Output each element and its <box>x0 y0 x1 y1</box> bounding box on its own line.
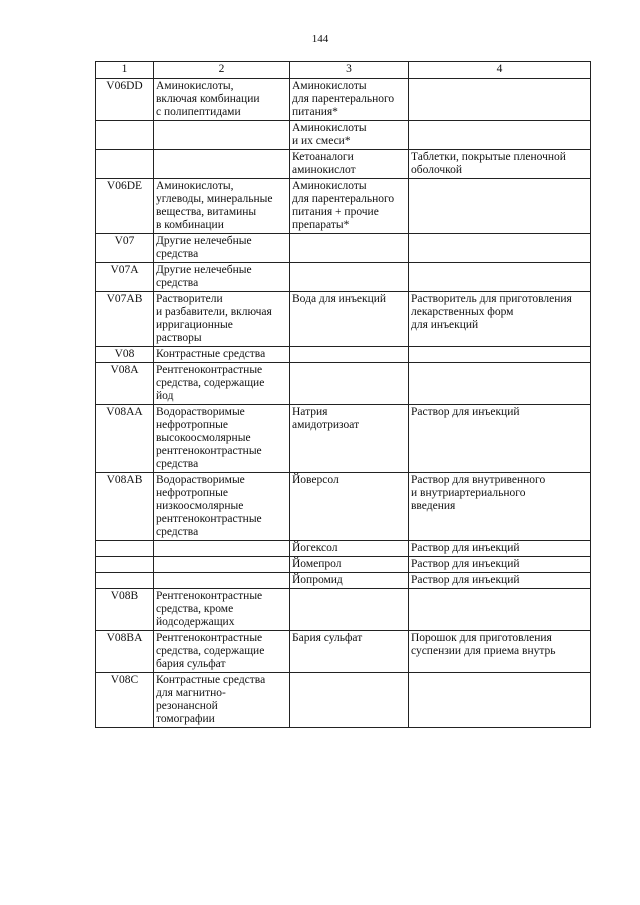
form-cell <box>409 263 591 292</box>
group-cell <box>154 121 290 150</box>
code-cell: V08B <box>96 589 154 631</box>
code-cell: V08C <box>96 673 154 728</box>
code-cell <box>96 121 154 150</box>
table-row <box>96 263 591 292</box>
table-row <box>96 79 591 121</box>
group-cell: Аминокислоты, углеводы, минеральные вещества, витамины в комбинации <box>154 179 290 234</box>
table-row <box>96 405 591 473</box>
drug-cell <box>290 363 409 405</box>
group-cell <box>154 557 290 573</box>
drug-cell: Йогексол <box>290 541 409 557</box>
form-cell: Раствор для инъекций <box>409 557 591 573</box>
table-row <box>96 673 591 728</box>
form-cell: Растворитель для приготовления лекарственных форм для инъекций <box>409 292 591 347</box>
drug-cell <box>290 673 409 728</box>
header-cell-3: 3 <box>290 62 409 79</box>
drug-cell: Натрия амидотризоат <box>290 405 409 473</box>
drug-table <box>95 61 591 728</box>
code-cell: V06DD <box>96 79 154 121</box>
drug-cell <box>290 589 409 631</box>
table-row <box>96 573 591 589</box>
header-cell-1: 1 <box>96 62 154 79</box>
header-row <box>96 62 591 79</box>
form-cell: Раствор для инъекций <box>409 573 591 589</box>
group-cell: Контрастные средства <box>154 347 290 363</box>
group-cell: Водорастворимые нефротропные низкоосмолярные рентгеноконтрастные средства <box>154 473 290 541</box>
drug-cell <box>290 234 409 263</box>
form-cell: Порошок для приготовления суспензии для приема внутрь <box>409 631 591 673</box>
form-cell <box>409 79 591 121</box>
table-row <box>96 150 591 179</box>
group-cell: Рентгеноконтрастные средства, кроме йодсодержащих <box>154 589 290 631</box>
form-cell <box>409 121 591 150</box>
drug-cell <box>290 263 409 292</box>
drug-cell: Аминокислоты для парентерального питания* <box>290 79 409 121</box>
header-cell-4: 4 <box>409 62 591 79</box>
table-row <box>96 234 591 263</box>
form-cell <box>409 179 591 234</box>
table-row <box>96 589 591 631</box>
code-cell: V07A <box>96 263 154 292</box>
code-cell <box>96 150 154 179</box>
drug-cell: Йомепрол <box>290 557 409 573</box>
group-cell: Растворители и разбавители, включая ирригационные растворы <box>154 292 290 347</box>
table-row <box>96 363 591 405</box>
table-row <box>96 121 591 150</box>
table-row <box>96 541 591 557</box>
code-cell <box>96 573 154 589</box>
drug-cell: Бария сульфат <box>290 631 409 673</box>
form-cell <box>409 673 591 728</box>
form-cell <box>409 347 591 363</box>
group-cell: Контрастные средства для магнитно- резонансной томографии <box>154 673 290 728</box>
form-cell: Раствор для инъекций <box>409 541 591 557</box>
code-cell <box>96 557 154 573</box>
drug-cell: Вода для инъекций <box>290 292 409 347</box>
table-row <box>96 631 591 673</box>
drug-cell: Йопромид <box>290 573 409 589</box>
form-cell <box>409 363 591 405</box>
group-cell <box>154 541 290 557</box>
table-row <box>96 179 591 234</box>
code-cell <box>96 541 154 557</box>
form-cell <box>409 589 591 631</box>
code-cell: V08AA <box>96 405 154 473</box>
form-cell: Раствор для инъекций <box>409 405 591 473</box>
code-cell: V07 <box>96 234 154 263</box>
table-row <box>96 292 591 347</box>
code-cell: V08 <box>96 347 154 363</box>
table-row <box>96 473 591 541</box>
form-cell: Таблетки, покрытые пленочной оболочкой <box>409 150 591 179</box>
drug-cell <box>290 347 409 363</box>
header-cell-2: 2 <box>154 62 290 79</box>
drug-cell: Аминокислоты для парентерального питания + прочие препараты* <box>290 179 409 234</box>
code-cell: V06DE <box>96 179 154 234</box>
group-cell: Аминокислоты, включая комбинации с полипептидами <box>154 79 290 121</box>
group-cell: Рентгеноконтрастные средства, содержащие бария сульфат <box>154 631 290 673</box>
code-cell: V08AB <box>96 473 154 541</box>
group-cell <box>154 150 290 179</box>
table-row <box>96 557 591 573</box>
group-cell: Рентгеноконтрастные средства, содержащие йод <box>154 363 290 405</box>
drug-cell: Йоверсол <box>290 473 409 541</box>
code-cell: V08BA <box>96 631 154 673</box>
form-cell <box>409 234 591 263</box>
page-number: 144 <box>311 33 329 45</box>
table-body <box>96 79 591 728</box>
form-cell: Раствор для внутривенного и внутриартериального введения <box>409 473 591 541</box>
group-cell <box>154 573 290 589</box>
group-cell: Другие нелечебные средства <box>154 263 290 292</box>
group-cell: Водорастворимые нефротропные высокоосмолярные рентгеноконтрастные средства <box>154 405 290 473</box>
code-cell: V08A <box>96 363 154 405</box>
code-cell: V07AB <box>96 292 154 347</box>
drug-cell: Кетоаналоги аминокислот <box>290 150 409 179</box>
table-row <box>96 347 591 363</box>
drug-cell: Аминокислоты и их смеси* <box>290 121 409 150</box>
group-cell: Другие нелечебные средства <box>154 234 290 263</box>
